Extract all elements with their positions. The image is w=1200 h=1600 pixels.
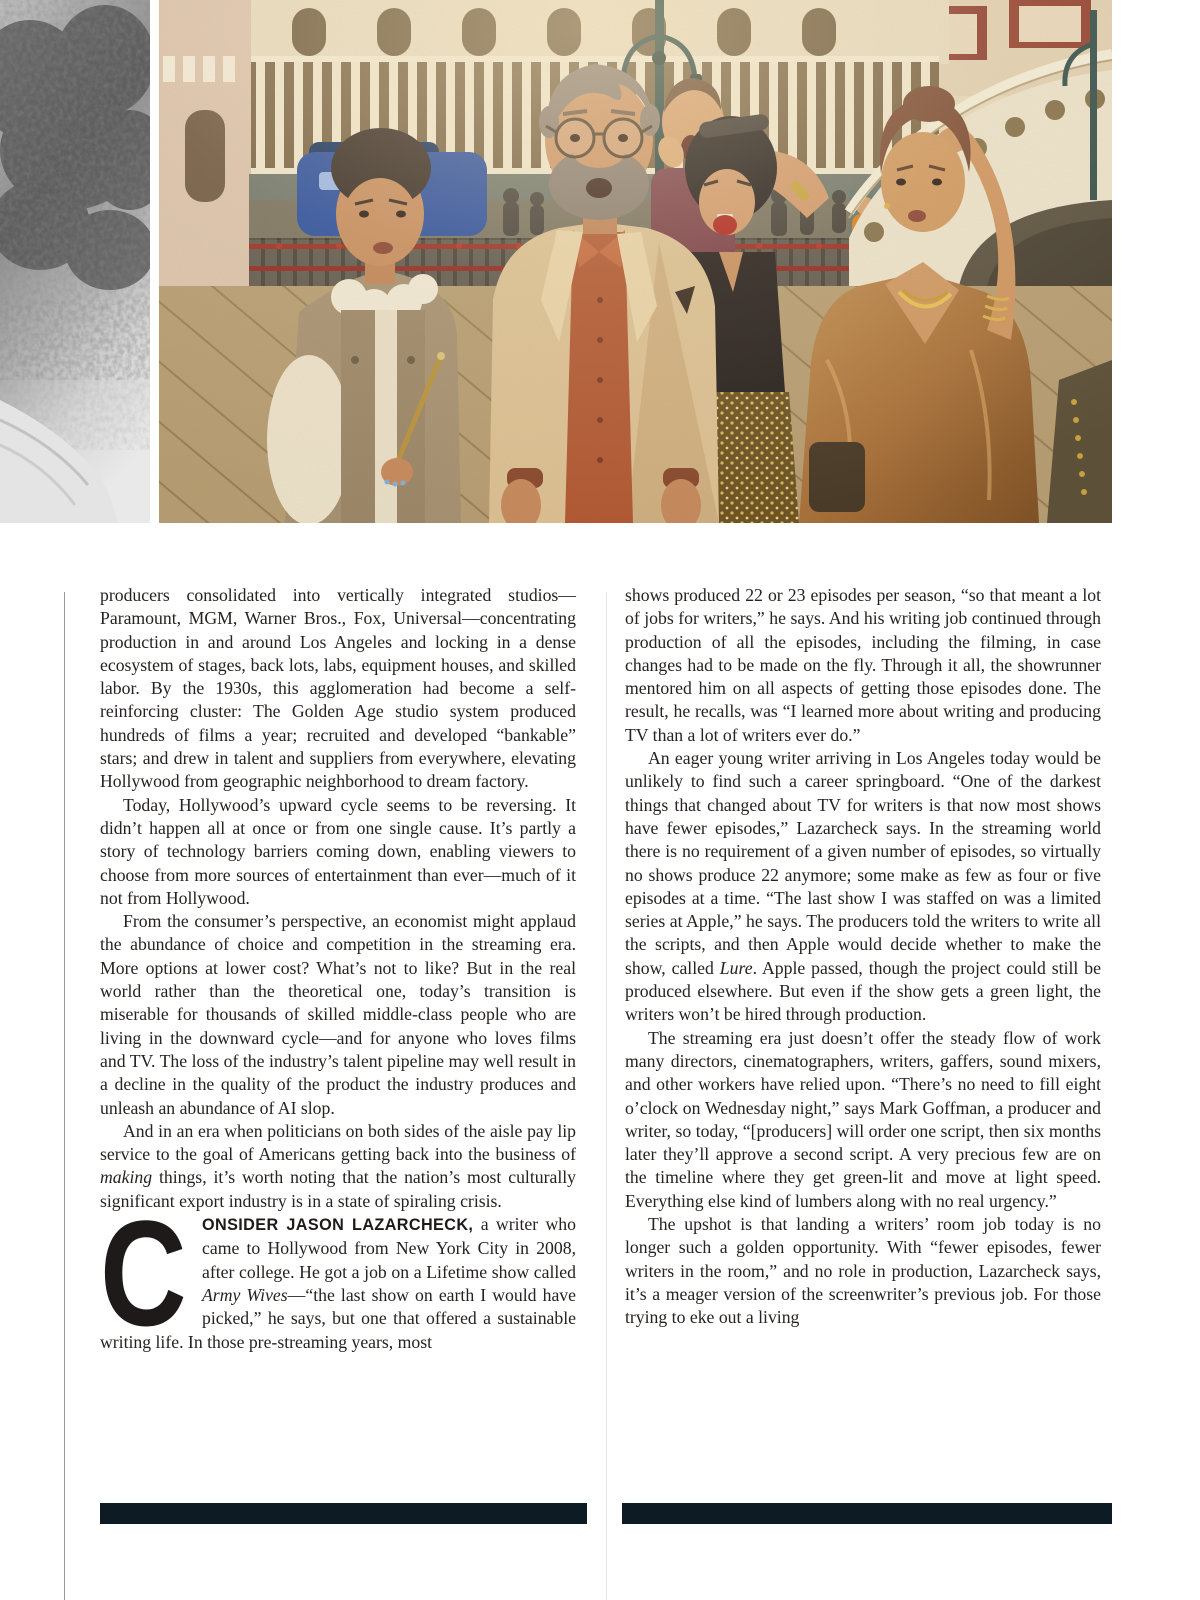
left-column-paragraphs <box>100 584 576 1213</box>
article-paragraph: The streaming era just doesn’t offer the steady flow of work many directors, cinematographers, writers, gaffers, sound mixers, and other workers have relied upon. “There’s no need to fill eight o’clock on Wednesday night,” says Mark Goffman, a producer and writer, so today, “[producers] will order one script, then six months later they’ll approve a second script. A very precious few are on the timeline where they get green-lit and move at light speed. Everything else kind of lumbers along with no real urgency.” <box>625 1027 1101 1211</box>
article-paragraph: An eager young writer arriving in Los Angeles today would be unlikely to find such a career springboard. “One of the darkest things that changed about TV for writers is that now most shows have fewer episodes,” Lazarcheck says. In the streaming world there is no requirement of a given number of episodes, so virtually no shows produce 22 anymore; some make as few as four or five episodes at a time. “The last show I was staffed on was a limited series at Apple,” he says. The producers told the writers to write all the scripts, and then Apple would decide whether to make the show, called Lure. Apple passed, though the project could still be produced elsewhere. But even if the show gets a green light, the writers won’t be hired through production. <box>625 748 1101 1025</box>
left-column <box>100 584 576 1358</box>
right-column-paragraphs <box>625 584 1101 1330</box>
venice-scene-photo-art <box>159 0 1112 523</box>
article-paragraph: producers consolidated into vertically integrated studios—Paramount, MGM, Warner Bros., Fox, Universal—concentrating production in and around Los Angeles and locking in a dense ecosystem of stages, back lots, labs, equipment houses, and skilled labor. By the 1930s, this agglomeration had become a self-reinforcing cluster: The Golden Age studio system produced hundreds of films a year; recruited and developed “bankable” stars; and drew in talent and suppliers from everywhere, elevating Hollywood from geographic neighborhood to dream factory. <box>100 585 576 792</box>
article-paragraph: shows produced 22 or 23 episodes per season, “so that meant a lot of jobs for writers,” he says. And his writing job continued through production of all the episodes, including the filming, in case changes had to be made on the fly. Through it all, the showrunner mentored him on all aspects of getting those episodes done. The result, he recalls, was “I learned more about writing and producing TV than a lot of writers ever do.” <box>625 585 1101 745</box>
dropcap-paragraph <box>100 1189 576 1358</box>
bw-hillside-photo-art <box>0 0 150 523</box>
right-column <box>625 584 1101 1330</box>
column-divider-rule <box>606 592 607 1600</box>
dropcap-paragraph-rest: a writer who came to Hollywood from New York City in 2008, after college. He got a job on a Lifetime show called Army Wives—“the last show on earth I would have picked,” he says, but one that offered a sustainable writing life. In those pre-streaming years, most <box>100 1214 576 1352</box>
right-column-end-bar <box>622 1503 1112 1524</box>
left-margin-rule <box>64 592 65 1600</box>
article-paragraph: Today, Hollywood’s upward cycle seems to be reversing. It didn’t happen all at once or from one single cause. It’s partly a story of technology barriers coming down, enabling viewers to choose from more sources of entertainment than ever—much of it not from Hollywood. <box>100 794 576 908</box>
lead-in-text: ONSIDER JASON LAZARCHECK, <box>202 1216 474 1235</box>
article-paragraph: The upshot is that landing a writers’ room job today is no longer such a golden opportunity. With “fewer episodes, fewer writers in the room,” and no role in production, Lazarcheck says, it’s a meager version of the screenwriter’s previous job. For those trying to eke out a living <box>625 1214 1101 1328</box>
drop-cap-letter: C <box>100 1189 187 1358</box>
bw-hillside-photo <box>0 0 150 523</box>
left-column-end-bar <box>100 1503 587 1524</box>
article-paragraph: And in an era when politicians on both sides of the aisle pay lip service to the goal of Americans getting back into the business of making things, it’s worth noting that the nation’s most culturally significant export industry is in a state of spiraling crisis. <box>100 1120 576 1211</box>
venice-scene-photo <box>159 0 1112 523</box>
article-paragraph: From the consumer’s perspective, an economist might applaud the abundance of choice and competition in the streaming era. More options at lower cost? What’s not to like? But in the real world rather than the theoretical one, today’s transition is miserable for thousands of skilled middle-class people who are living in the downward cycle—and for anyone who loves films and TV. The loss of the industry’s talent pipeline may well result in a decline in the quality of the product the industry produces and unleash an abundance of AI slop. <box>100 911 576 1118</box>
